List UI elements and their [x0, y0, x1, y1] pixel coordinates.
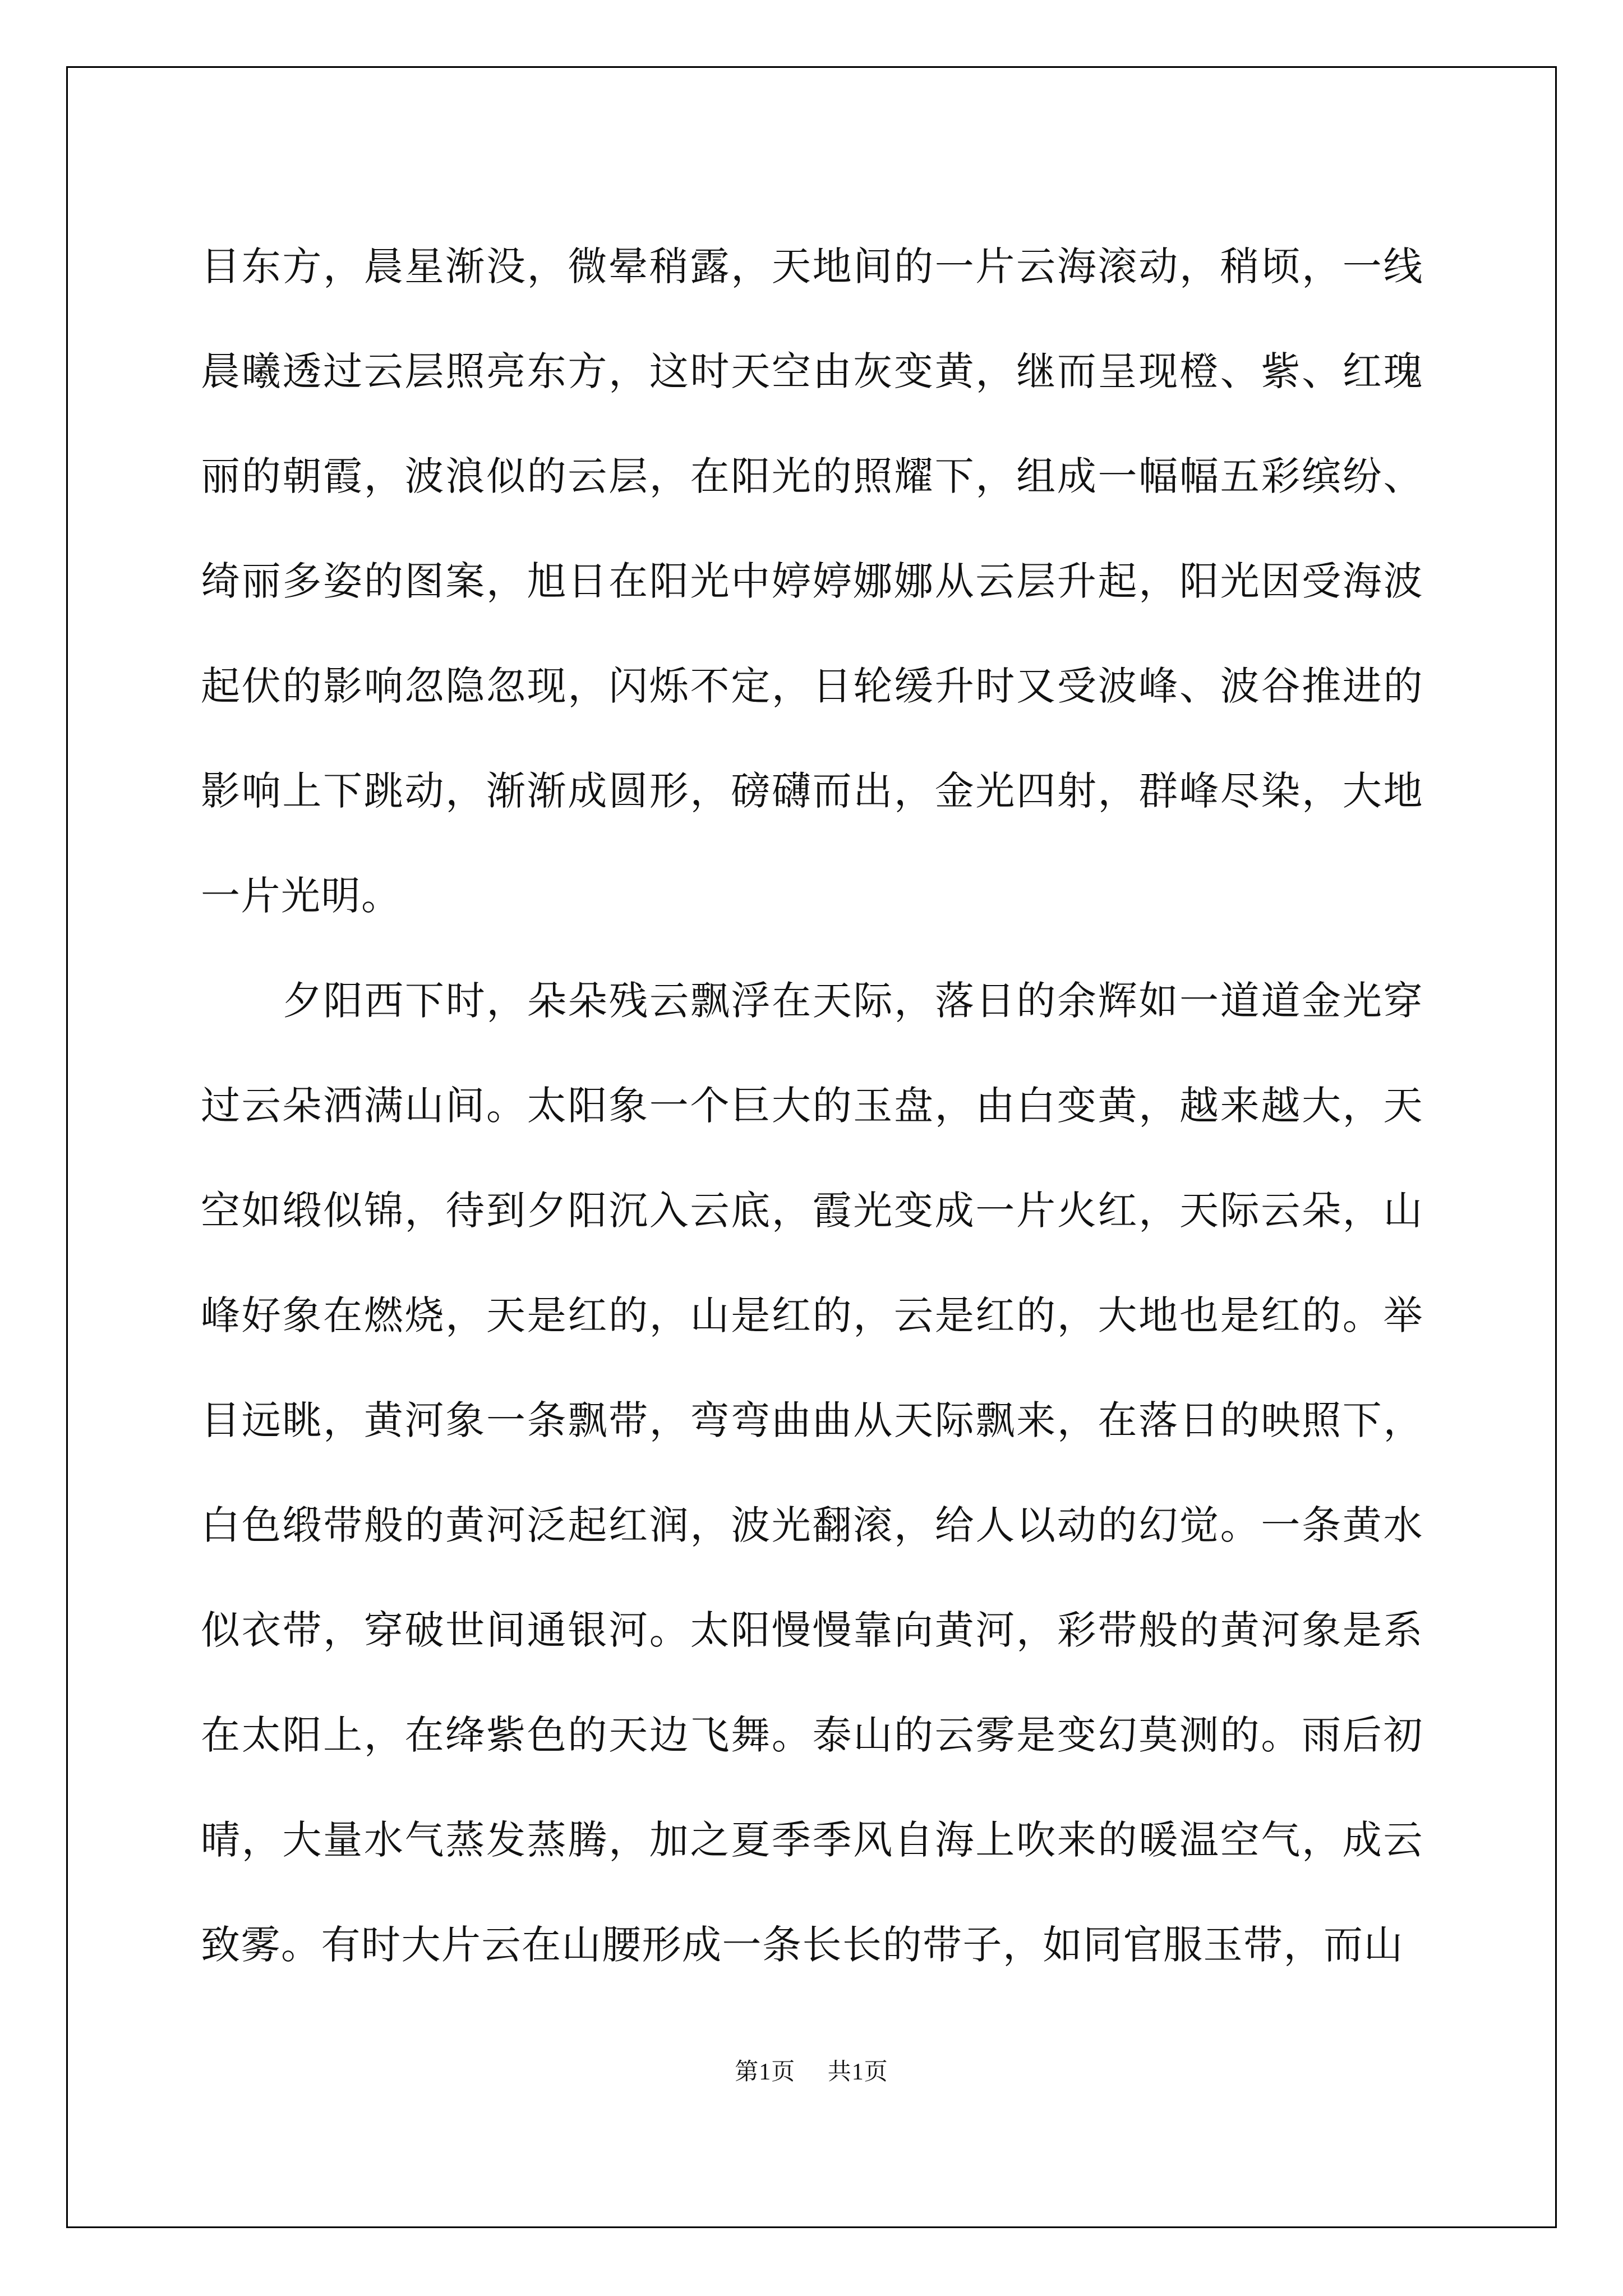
paragraph-1: 目东方，晨星渐没，微晕稍露，天地间的一片云海滚动，稍顷，一线晨曦透过云层照亮东方，这时天空由灰变黄，继而呈现橙、紫、红瑰丽的朝霞，波浪似的云层，在阳光的照耀下，组成一幅幅五彩缤纷、绮丽多姿的图案，旭日在阳光中婷婷娜娜从云层升起，阳光因受海波起伏的影响忽隐忽现，闪烁不定，日轮缓升时又受波峰、波谷推进的影响上下跳动，渐渐成圆形，磅礴而出，金光四射，群峰尽染，大地一片光明。: [201, 243, 1423, 919]
paragraph-2: 夕阳西下时，朵朵残云飘浮在天际，落日的余辉如一道道金光穿过云朵洒满山间。太阳象一个巨大的玉盘，由白变黄，越来越大，天空如缎似锦，待到夕阳沉入云底，霞光变成一片火红，天际云朵，山峰好象在燃烧，天是红的，山是红的，云是红的，大地也是红的。举目远眺，黄河象一条飘带，弯弯曲曲从天际飘来，在落日的映照下，白色缎带般的黄河泛起红润，波光翻滚，给人以动的幻觉。一条黄水似衣带，穿破世间通银河。太阳慢慢靠向黄河，彩带般的黄河象是系在太阳上，在绛紫色的天边飞舞。泰山的云雾是变幻莫测的。雨后初晴，大量水气蒸发蒸腾，加之夏季季风自海上吹来的暖温空气，成云致雾。有时大片云在山腰形成一条长长的带子，如同官服玉带，而山: [201, 978, 1423, 1968]
page-total: 共1页: [827, 2059, 888, 2085]
page-number: 第1页: [735, 2059, 796, 2085]
document-body: [201, 214, 1423, 1998]
page-footer: [0, 2053, 1623, 2087]
